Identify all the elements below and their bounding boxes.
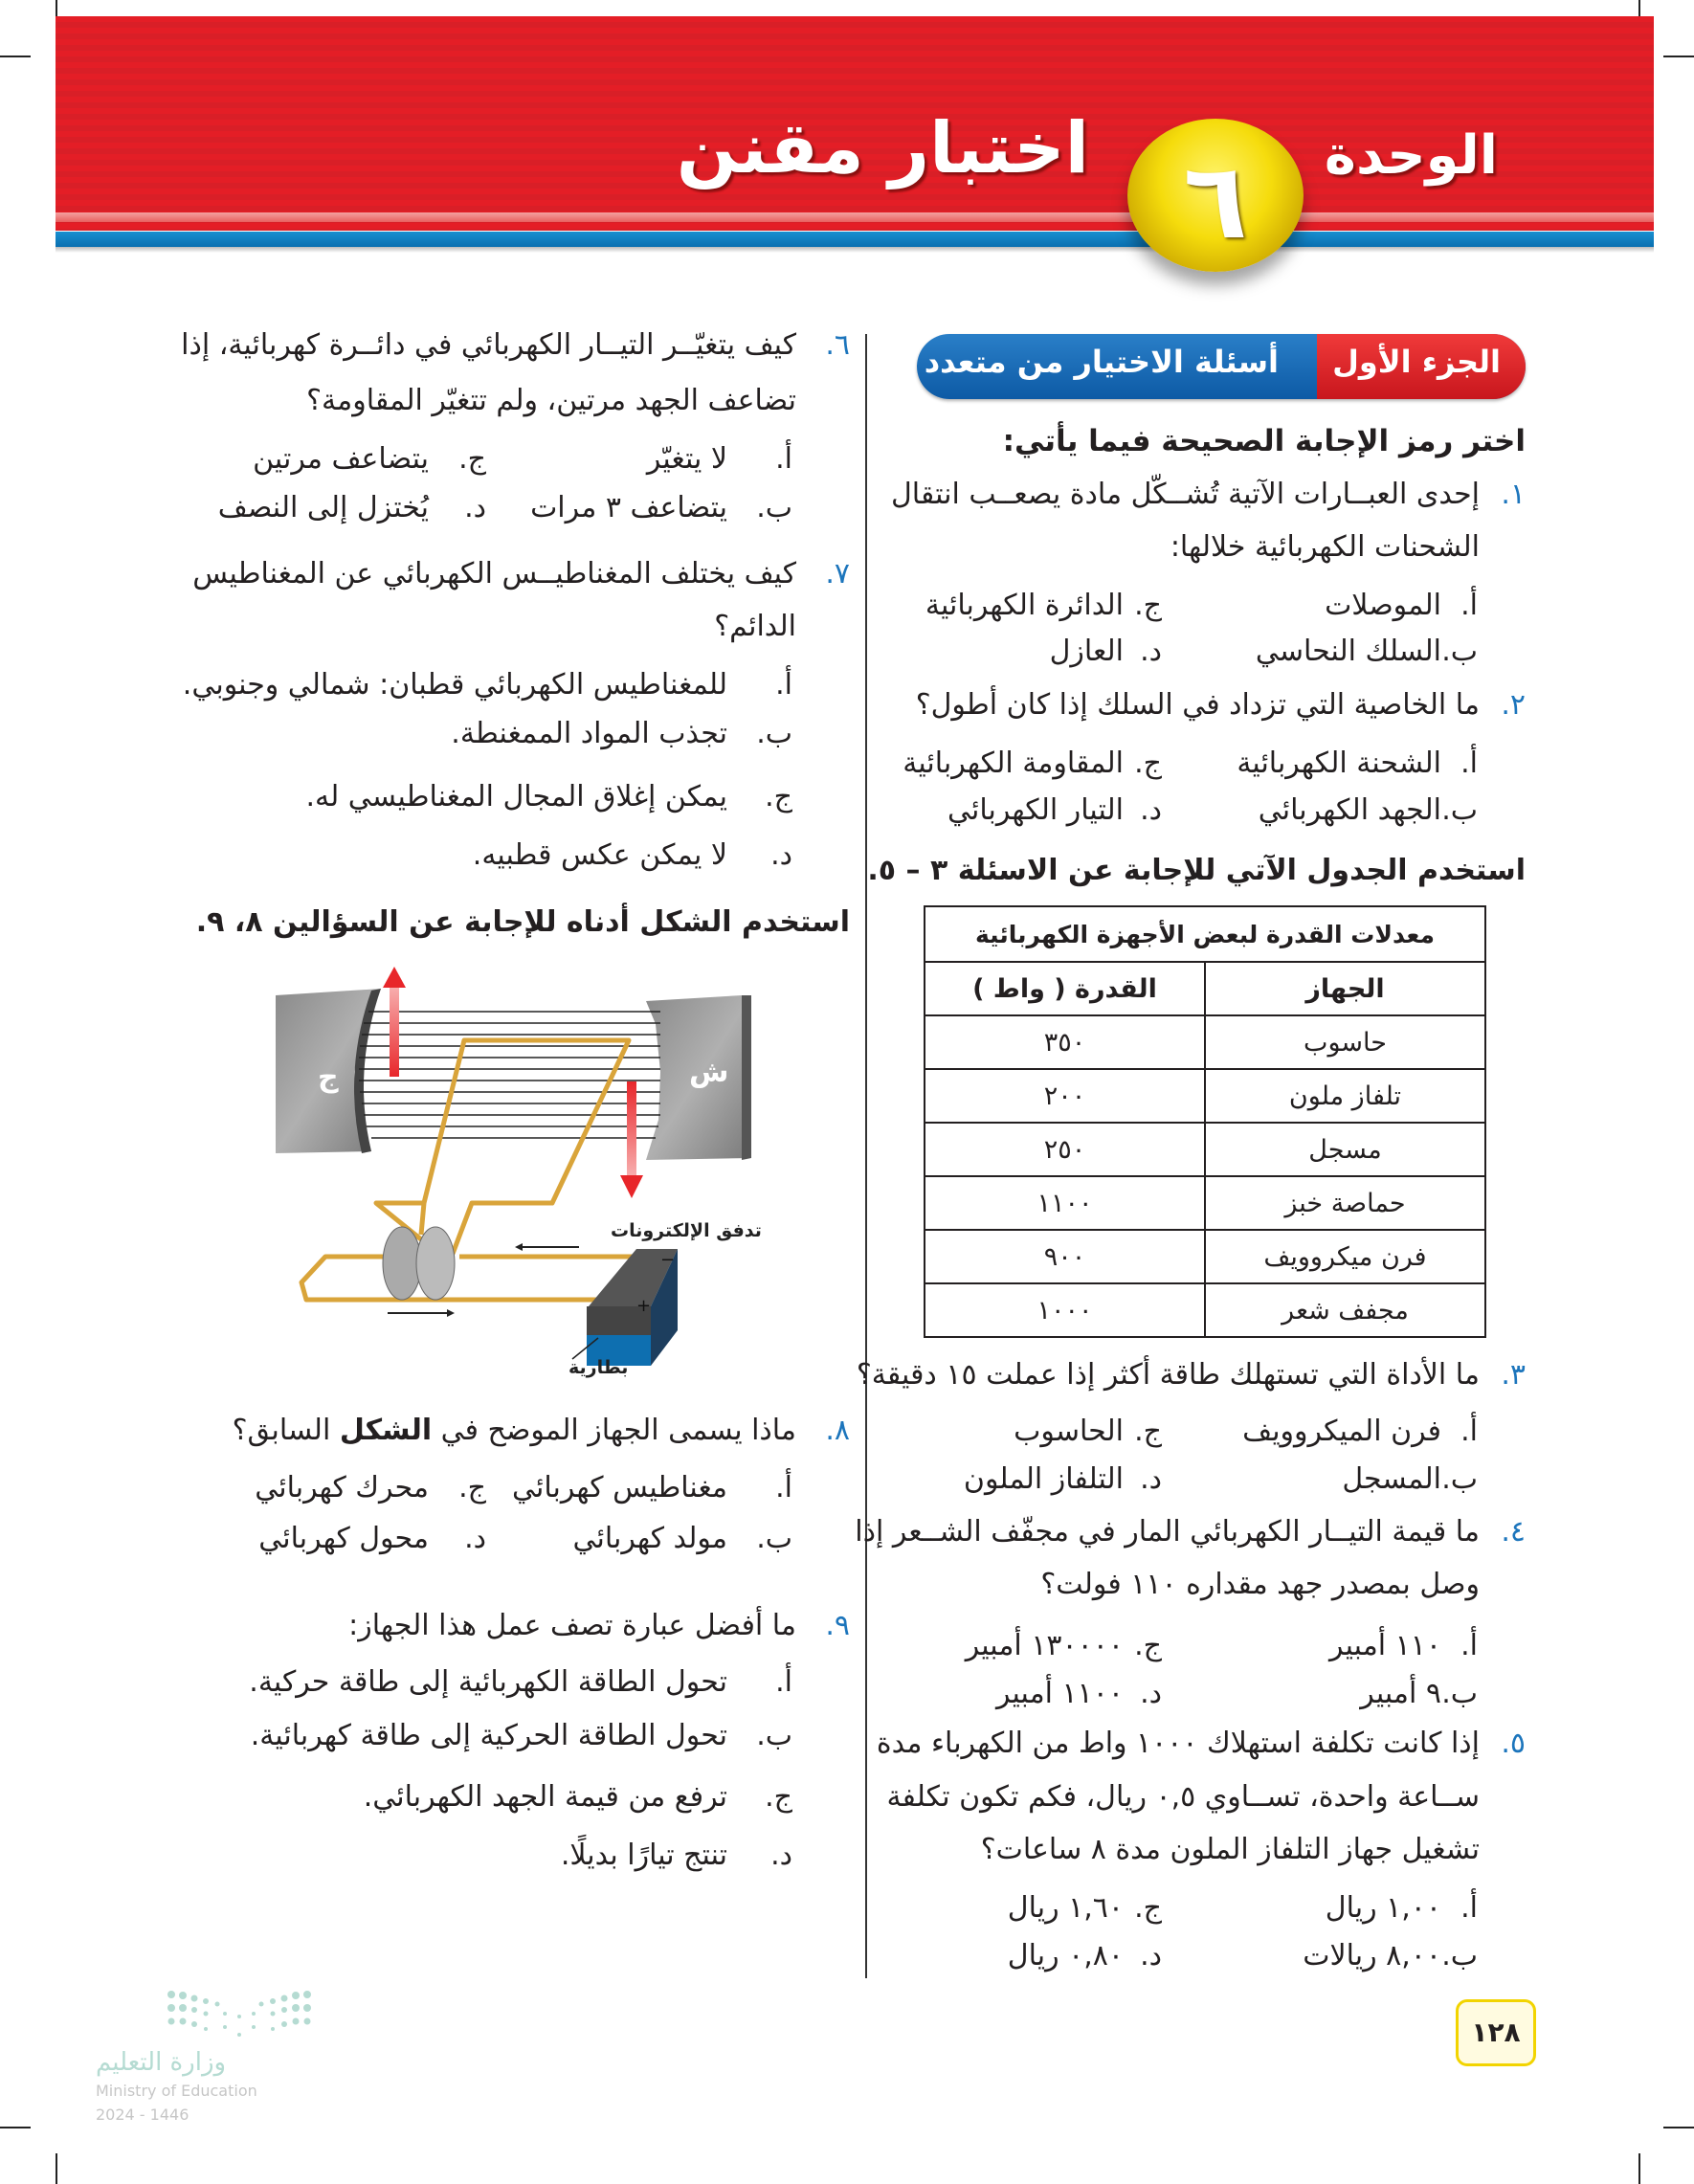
question-text: تضاعف الجهد مرتين، ولم تتغيّر المقاومة؟ <box>306 384 796 417</box>
option-letter: د. <box>1140 1677 1162 1710</box>
column-divider <box>865 334 867 1978</box>
power-cell: ١٠٠٠ <box>925 1283 1205 1337</box>
option-letter: أ. <box>775 1665 792 1699</box>
question-text: كيف يتغيّــر التيــار الكهربائي في دائــرة كهربائية، إذا <box>181 328 796 362</box>
option-letter: د. <box>464 1522 486 1555</box>
device-cell: فرن ميكروويف <box>1205 1230 1485 1283</box>
option-text[interactable]: الشحنة الكهربائية <box>1237 747 1441 780</box>
power-ratings-table <box>924 905 1486 1338</box>
device-cell: تلفاز ملون <box>1205 1069 1485 1123</box>
question-number: ٧. <box>825 557 850 591</box>
header-shadow <box>56 247 1654 253</box>
question-text: إحدى العبــارات الآتية تُشــكّل مادة يصعــب انتقال <box>890 478 1480 511</box>
option-letter: ج. <box>765 1780 792 1814</box>
option-text[interactable]: تجذب المواد الممغنطة. <box>451 717 727 750</box>
table-intro: استخدم الجدول الآتي للإجابة عن الاسئلة ٣ – ٥. <box>867 854 1526 887</box>
question-number: ٩. <box>825 1609 850 1642</box>
option-text[interactable]: التيار الكهربائي <box>947 793 1124 827</box>
page-number: ١٢٨ <box>1456 1999 1536 2066</box>
unit-label: الوحدة <box>1324 124 1498 187</box>
header-stripe <box>56 212 1654 222</box>
electron-flow-label: تدفق الإلكترونات <box>611 1220 762 1241</box>
option-letter: د. <box>464 491 486 524</box>
column-header: القدرة ( واط ) <box>925 962 1205 1015</box>
option-letter: ج. <box>458 442 486 476</box>
option-letter: د. <box>1140 1939 1162 1972</box>
question-text: ما الأداة التي تستهلك طاقة أكثر إذا عملت ١٥ دقيقة؟ <box>856 1358 1480 1392</box>
pole-label-south: ج <box>318 1060 339 1094</box>
ministry-name-arabic: وزارة التعليم <box>96 2048 227 2077</box>
table-title-row <box>925 906 1485 962</box>
option-letter: ج. <box>1134 747 1162 780</box>
arrow-head-right <box>447 1309 455 1317</box>
option-text[interactable]: يتضاعف ٣ مرات <box>530 491 727 524</box>
device-cell: حاسوب <box>1205 1015 1485 1069</box>
option-letter: د. <box>770 838 792 872</box>
option-letter: أ. <box>1460 1891 1478 1925</box>
option-letter: ب. <box>1441 793 1478 827</box>
option-text[interactable]: لا يتغيّر <box>646 442 727 476</box>
question-text: كيف يختلف المغناطيــس الكهربائي عن المغناطيس <box>192 557 796 591</box>
option-text[interactable]: السلك النحاسي <box>1255 635 1441 668</box>
table-row <box>925 1283 1485 1337</box>
question-text: وصل بمصدر جهد مقداره ١١٠ فولت؟ <box>1040 1568 1480 1601</box>
option-text[interactable]: الدائرة الكهربائية <box>925 589 1124 622</box>
option-text[interactable]: تحول الطاقة الكهربائية إلى طاقة حركية. <box>249 1665 727 1699</box>
option-text[interactable]: المقاومة الكهربائية <box>903 747 1124 780</box>
option-letter: د. <box>1140 1462 1162 1496</box>
option-text[interactable]: الجهد الكهربائي <box>1258 793 1441 827</box>
battery <box>587 1249 678 1366</box>
crop-mark <box>56 2153 57 2184</box>
option-text[interactable]: للمغناطيس الكهربائي قطبان: شمالي وجنوبي. <box>182 668 727 702</box>
crop-mark <box>1663 2127 1694 2128</box>
option-letter: أ. <box>775 668 792 702</box>
option-letter: ج. <box>1134 1891 1162 1925</box>
power-cell: ٢٠٠ <box>925 1069 1205 1123</box>
option-text[interactable]: المسجل <box>1342 1462 1441 1496</box>
unit-number: ٦ <box>1183 140 1248 262</box>
option-letter: د. <box>1140 793 1162 827</box>
table-row <box>925 1015 1485 1069</box>
device-cell: مسجل <box>1205 1123 1485 1176</box>
crop-mark <box>0 2127 31 2128</box>
device-cell: حماصة خبز <box>1205 1176 1485 1230</box>
question-text <box>233 1405 796 1457</box>
question-number: ٥. <box>1501 1727 1526 1760</box>
option-text[interactable]: لا يمكن عكس قطبيه. <box>472 838 727 872</box>
power-cell: ٩٠٠ <box>925 1230 1205 1283</box>
option-text[interactable]: ١,٠٠ ريال <box>1325 1891 1441 1925</box>
option-text[interactable]: يُختزل إلى النصف <box>217 491 429 524</box>
power-cell: ١١٠٠ <box>925 1176 1205 1230</box>
section-part-box <box>1317 334 1526 399</box>
table-row <box>925 1069 1485 1123</box>
ministry-name-english: Ministry of Education <box>96 2082 257 2100</box>
question-text-part: ماذا يسمى الجهاز الموضح في <box>432 1414 796 1447</box>
table-header-row <box>925 962 1485 1015</box>
question-number: ٦. <box>825 328 850 362</box>
option-letter: ب. <box>756 491 792 524</box>
crop-mark <box>1663 56 1694 57</box>
option-letter: د. <box>1140 635 1162 668</box>
arrow-head-down <box>620 1175 643 1198</box>
column-header: الجهاز <box>1205 962 1485 1015</box>
option-letter: ب. <box>756 717 792 750</box>
option-letter: ج. <box>1134 589 1162 622</box>
table-row <box>925 1123 1485 1176</box>
option-letter: أ. <box>1460 1415 1478 1448</box>
question-text: ما قيمة التيــار الكهربائي المار في مجفّف الشــعر إذا <box>855 1515 1480 1549</box>
option-letter: أ. <box>775 1471 792 1504</box>
option-text[interactable]: ٠,٨٠ ريال <box>1007 1939 1124 1972</box>
question-text-part: السابق؟ <box>232 1414 340 1447</box>
option-text[interactable]: ١٣٠٠٠٠ أمبير <box>965 1629 1124 1662</box>
force-arrow-up <box>390 986 399 1077</box>
question-text-bold: الشكل <box>339 1414 433 1447</box>
option-letter: أ. <box>1460 1629 1478 1662</box>
option-letter: أ. <box>1460 747 1478 780</box>
question-number: ٢. <box>1501 688 1526 722</box>
option-text[interactable]: تحول الطاقة الحركية إلى طاقة كهربائية. <box>250 1719 727 1752</box>
option-letter: ب. <box>756 1719 792 1752</box>
option-text[interactable]: مغناطيس كهربائي <box>512 1471 727 1504</box>
question-text: تشغيل جهاز التلفاز الملون مدة ٨ ساعات؟ <box>980 1833 1480 1866</box>
power-cell: ٣٥٠ <box>925 1015 1205 1069</box>
option-text[interactable]: محرك كهربائي <box>255 1471 429 1504</box>
section-banner <box>917 334 1526 399</box>
ministry-logo-dots <box>167 1991 311 2043</box>
question-number: ١. <box>1501 478 1526 511</box>
arrow-head-up <box>383 967 406 988</box>
option-text[interactable]: محول كهربائي <box>258 1522 429 1555</box>
ministry-year: 2024 - 1446 <box>96 2106 189 2124</box>
section-title: أسئلة الاختيار من متعدد <box>924 344 1279 380</box>
crop-mark <box>1638 2153 1640 2184</box>
figure-intro: استخدم الشكل أدناه للإجابة عن السؤالين ٨، ٩. <box>195 905 850 939</box>
question-text: الدائم؟ <box>714 610 796 643</box>
option-text[interactable]: يمكن إغلاق المجال المغناطيسي له. <box>305 780 727 813</box>
option-letter: ب. <box>1441 635 1478 668</box>
option-letter: ج. <box>1134 1415 1162 1448</box>
page-title: اختبار مقنن <box>676 107 1089 189</box>
option-text[interactable]: ترفع من قيمة الجهد الكهربائي. <box>363 1780 727 1814</box>
question-number: ٣. <box>1501 1358 1526 1392</box>
question-text: إذا كانت تكلفة استهلاك ١٠٠٠ واط من الكهرباء مدة <box>876 1727 1480 1760</box>
question-text: ما الخاصية التي تزداد في السلك إذا كان أطول؟ <box>915 688 1480 722</box>
minus-sign: − <box>660 1250 676 1270</box>
option-letter: ب. <box>1441 1939 1478 1972</box>
option-text[interactable]: العازل <box>1049 635 1124 668</box>
option-letter: ج. <box>765 780 792 813</box>
option-text[interactable]: التلفاز الملون <box>963 1462 1124 1496</box>
question-number: ٨. <box>825 1414 850 1447</box>
table-title: معدلات القدرة لبعض الأجهزة الكهربائية <box>925 906 1485 962</box>
option-text[interactable]: الحاسوب <box>1014 1415 1124 1448</box>
instructions: اختر رمز الإجابة الصحيحة فيما يأتي: <box>1002 424 1526 458</box>
option-letter: أ. <box>775 442 792 476</box>
table-row <box>925 1230 1485 1283</box>
option-text[interactable]: تنتج تيارًا بديلًا. <box>560 1839 727 1872</box>
crop-mark <box>0 56 31 57</box>
option-letter: ب. <box>756 1522 792 1555</box>
option-text[interactable]: مولد كهربائي <box>572 1522 727 1555</box>
option-letter: ب. <box>1441 1462 1478 1496</box>
device-cell: مجفف شعر <box>1205 1283 1485 1337</box>
option-letter: د. <box>770 1839 792 1872</box>
option-text[interactable]: ٩ أمبير <box>1360 1677 1441 1710</box>
table-row <box>925 1176 1485 1230</box>
option-text[interactable]: ٨,٠٠ ريالات <box>1303 1939 1441 1972</box>
option-text[interactable]: ١,٦٠ ريال <box>1007 1891 1124 1925</box>
option-text[interactable]: فرن الميكروويف <box>1242 1415 1441 1448</box>
unit-number-badge <box>1127 119 1304 272</box>
force-arrow-down <box>627 1081 636 1177</box>
option-text[interactable]: الموصلات <box>1325 589 1441 622</box>
option-letter: ج. <box>458 1471 486 1504</box>
motor-diagram <box>268 967 842 1397</box>
option-text[interactable]: يتضاعف مرتين <box>253 442 429 476</box>
question-text: ســاعة واحدة، تســاوي ٠,٥ ريال، فكم تكون تكلفة <box>886 1780 1480 1814</box>
section-part: الجزء الأول <box>1332 344 1501 380</box>
question-text: الشحنات الكهربائية خلالها: <box>1170 530 1480 564</box>
option-text[interactable]: ١١٠ أمبير <box>1329 1629 1441 1662</box>
option-text[interactable]: ١١٠٠ أمبير <box>995 1677 1124 1710</box>
pole-label-north: ش <box>689 1056 729 1089</box>
option-letter: ب. <box>1441 1677 1478 1710</box>
question-number: ٤. <box>1501 1515 1526 1549</box>
power-cell: ٢٥٠ <box>925 1123 1205 1176</box>
arrow-head-left <box>515 1243 523 1251</box>
plus-sign: + <box>636 1296 652 1316</box>
option-letter: أ. <box>1460 589 1478 622</box>
option-letter: ج. <box>1134 1629 1162 1662</box>
question-text: ما أفضل عبارة تصف عمل هذا الجهاز: <box>348 1609 796 1642</box>
header-blue-stripe <box>56 232 1654 247</box>
battery-label: بطارية <box>568 1357 629 1378</box>
